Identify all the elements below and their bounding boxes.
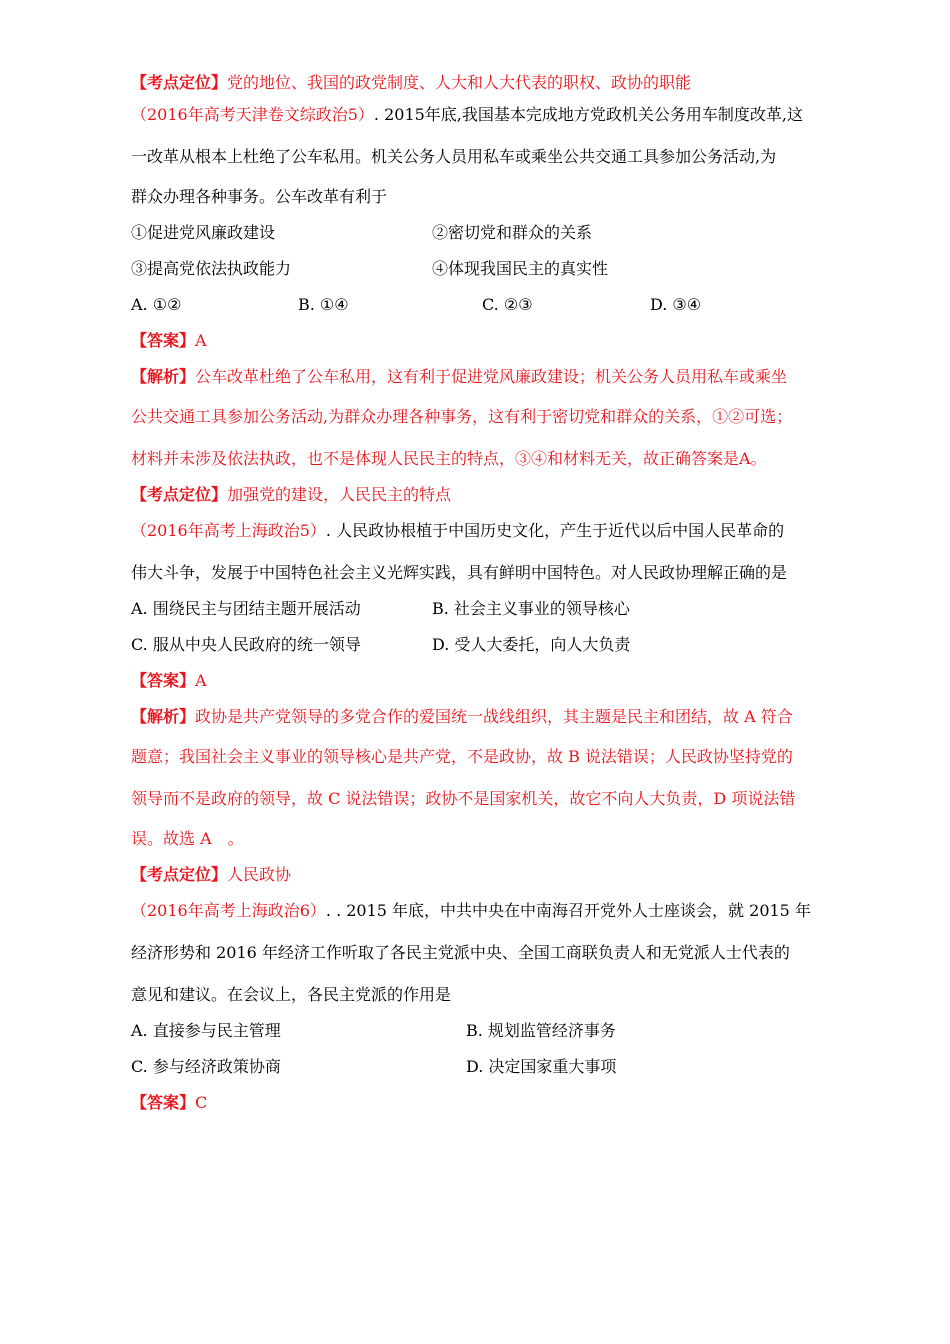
topic-tag: 【考点定位】 <box>131 73 228 92</box>
answer-option: D. 决定国家重大事项 <box>466 1057 617 1076</box>
question-stem-line: 经济形势和 2016 年经济工作听取了各民主党派中央、全国工商联负责人和无党派人士代表的 <box>131 943 790 962</box>
topic-line <box>131 72 691 94</box>
question-stem-line: 一改革从根本上杜绝了公车私用。机关公务人员用私车或乘坐公共交通工具参加公务活动,为 <box>131 147 777 166</box>
answer-option: B. 社会主义事业的领导核心 <box>432 599 630 618</box>
analysis-line <box>131 366 787 388</box>
question-stem-text: . 2015年底,我国基本完成地方党政机关公务用车制度改革,这 <box>373 105 803 124</box>
question-stem-text: . 人民政协根植于中国历史文化，产生于近代以后中国人民革命的 <box>325 521 785 540</box>
answer-option: C. 服从中央人民政府的统一领导 <box>131 635 361 654</box>
analysis-line: 公共交通工具参加公务活动,为群众办理各种事务，这有利于密切党和群众的关系，①②可选； <box>131 407 793 426</box>
topic-tag: 【考点定位】 <box>131 865 228 884</box>
answer-value: C <box>195 1093 208 1112</box>
question-stem-text: . . 2015 年底，中共中央在中南海召开党外人士座谈会，就 2015 年 <box>325 901 811 920</box>
statement-item: ②密切党和群众的关系 <box>432 223 593 242</box>
statement-item: ①促进党风廉政建设 <box>131 223 276 242</box>
statement-item: ④体现我国民主的真实性 <box>432 259 609 278</box>
analysis-line: 材料并未涉及依法执政，也不是体现人民民主的特点，③④和材料无关，故正确答案是A。 <box>131 449 767 468</box>
question-stem-line <box>131 520 784 542</box>
answer-value: A <box>195 331 207 350</box>
analysis-line: 领导而不是政府的领导，故 C 说法错误；政协不是国家机关，故它不向人大负责，D 项说法错 <box>131 789 796 808</box>
analysis-line: 误。故选 A 。 <box>131 829 244 848</box>
answer-tag: 【答案】 <box>131 671 196 690</box>
question-stem-line <box>131 900 811 922</box>
analysis-text: 公车改革杜绝了公车私用，这有利于促进党风廉政建设；机关公务人员用私车或乘坐 <box>195 367 788 386</box>
question-stem-line: 伟大斗争，发展于中国特色社会主义光辉实践，具有鲜明中国特色。对人民政协理解正确的是 <box>131 563 788 582</box>
question-stem-line: 意见和建议。在会议上，各民主党派的作用是 <box>131 985 452 1004</box>
topic-text: 人民政协 <box>227 865 292 884</box>
answer-option: A. ①② <box>131 295 182 314</box>
answer-line <box>131 670 207 692</box>
answer-line <box>131 330 207 352</box>
answer-option: D. 受人大委托，向人大负责 <box>432 635 631 654</box>
analysis-text: 政协是共产党领导的多党合作的爱国统一战线组织，其主题是民主和团结，故 A 符合 <box>195 707 793 726</box>
answer-option: A. 围绕民主与团结主题开展活动 <box>131 599 361 618</box>
question-source: （2016年高考上海政治5） <box>131 521 326 540</box>
answer-option: C. 参与经济政策协商 <box>131 1057 281 1076</box>
answer-value: A <box>195 671 207 690</box>
answer-option: D. ③④ <box>650 295 702 314</box>
question-stem-line <box>131 104 803 126</box>
answer-tag: 【答案】 <box>131 1093 196 1112</box>
analysis-tag: 【解析】 <box>131 707 196 726</box>
question-source: （2016年高考上海政治6） <box>131 901 326 920</box>
analysis-tag: 【解析】 <box>131 367 196 386</box>
question-source: （2016年高考天津卷文综政治5） <box>131 105 374 124</box>
analysis-line: 题意；我国社会主义事业的领导核心是共产党，不是政协，故 B 说法错误；人民政协坚持党的 <box>131 747 793 766</box>
topic-line <box>131 864 291 886</box>
topic-text: 党的地位、我国的政党制度、人大和人大代表的职权、政协的职能 <box>227 73 692 92</box>
answer-option: B. ①④ <box>298 295 349 314</box>
answer-option: B. 规划监管经济事务 <box>466 1021 616 1040</box>
question-stem-line: 群众办理各种事务。公车改革有利于 <box>131 187 388 206</box>
answer-line <box>131 1092 207 1114</box>
statement-item: ③提高党依法执政能力 <box>131 259 292 278</box>
answer-option: A. 直接参与民主管理 <box>131 1021 281 1040</box>
answer-tag: 【答案】 <box>131 331 196 350</box>
topic-line <box>131 484 451 506</box>
analysis-line <box>131 706 793 728</box>
answer-option: C. ②③ <box>482 295 533 314</box>
topic-tag: 【考点定位】 <box>131 485 228 504</box>
topic-text: 加强党的建设，人民民主的特点 <box>227 485 452 504</box>
